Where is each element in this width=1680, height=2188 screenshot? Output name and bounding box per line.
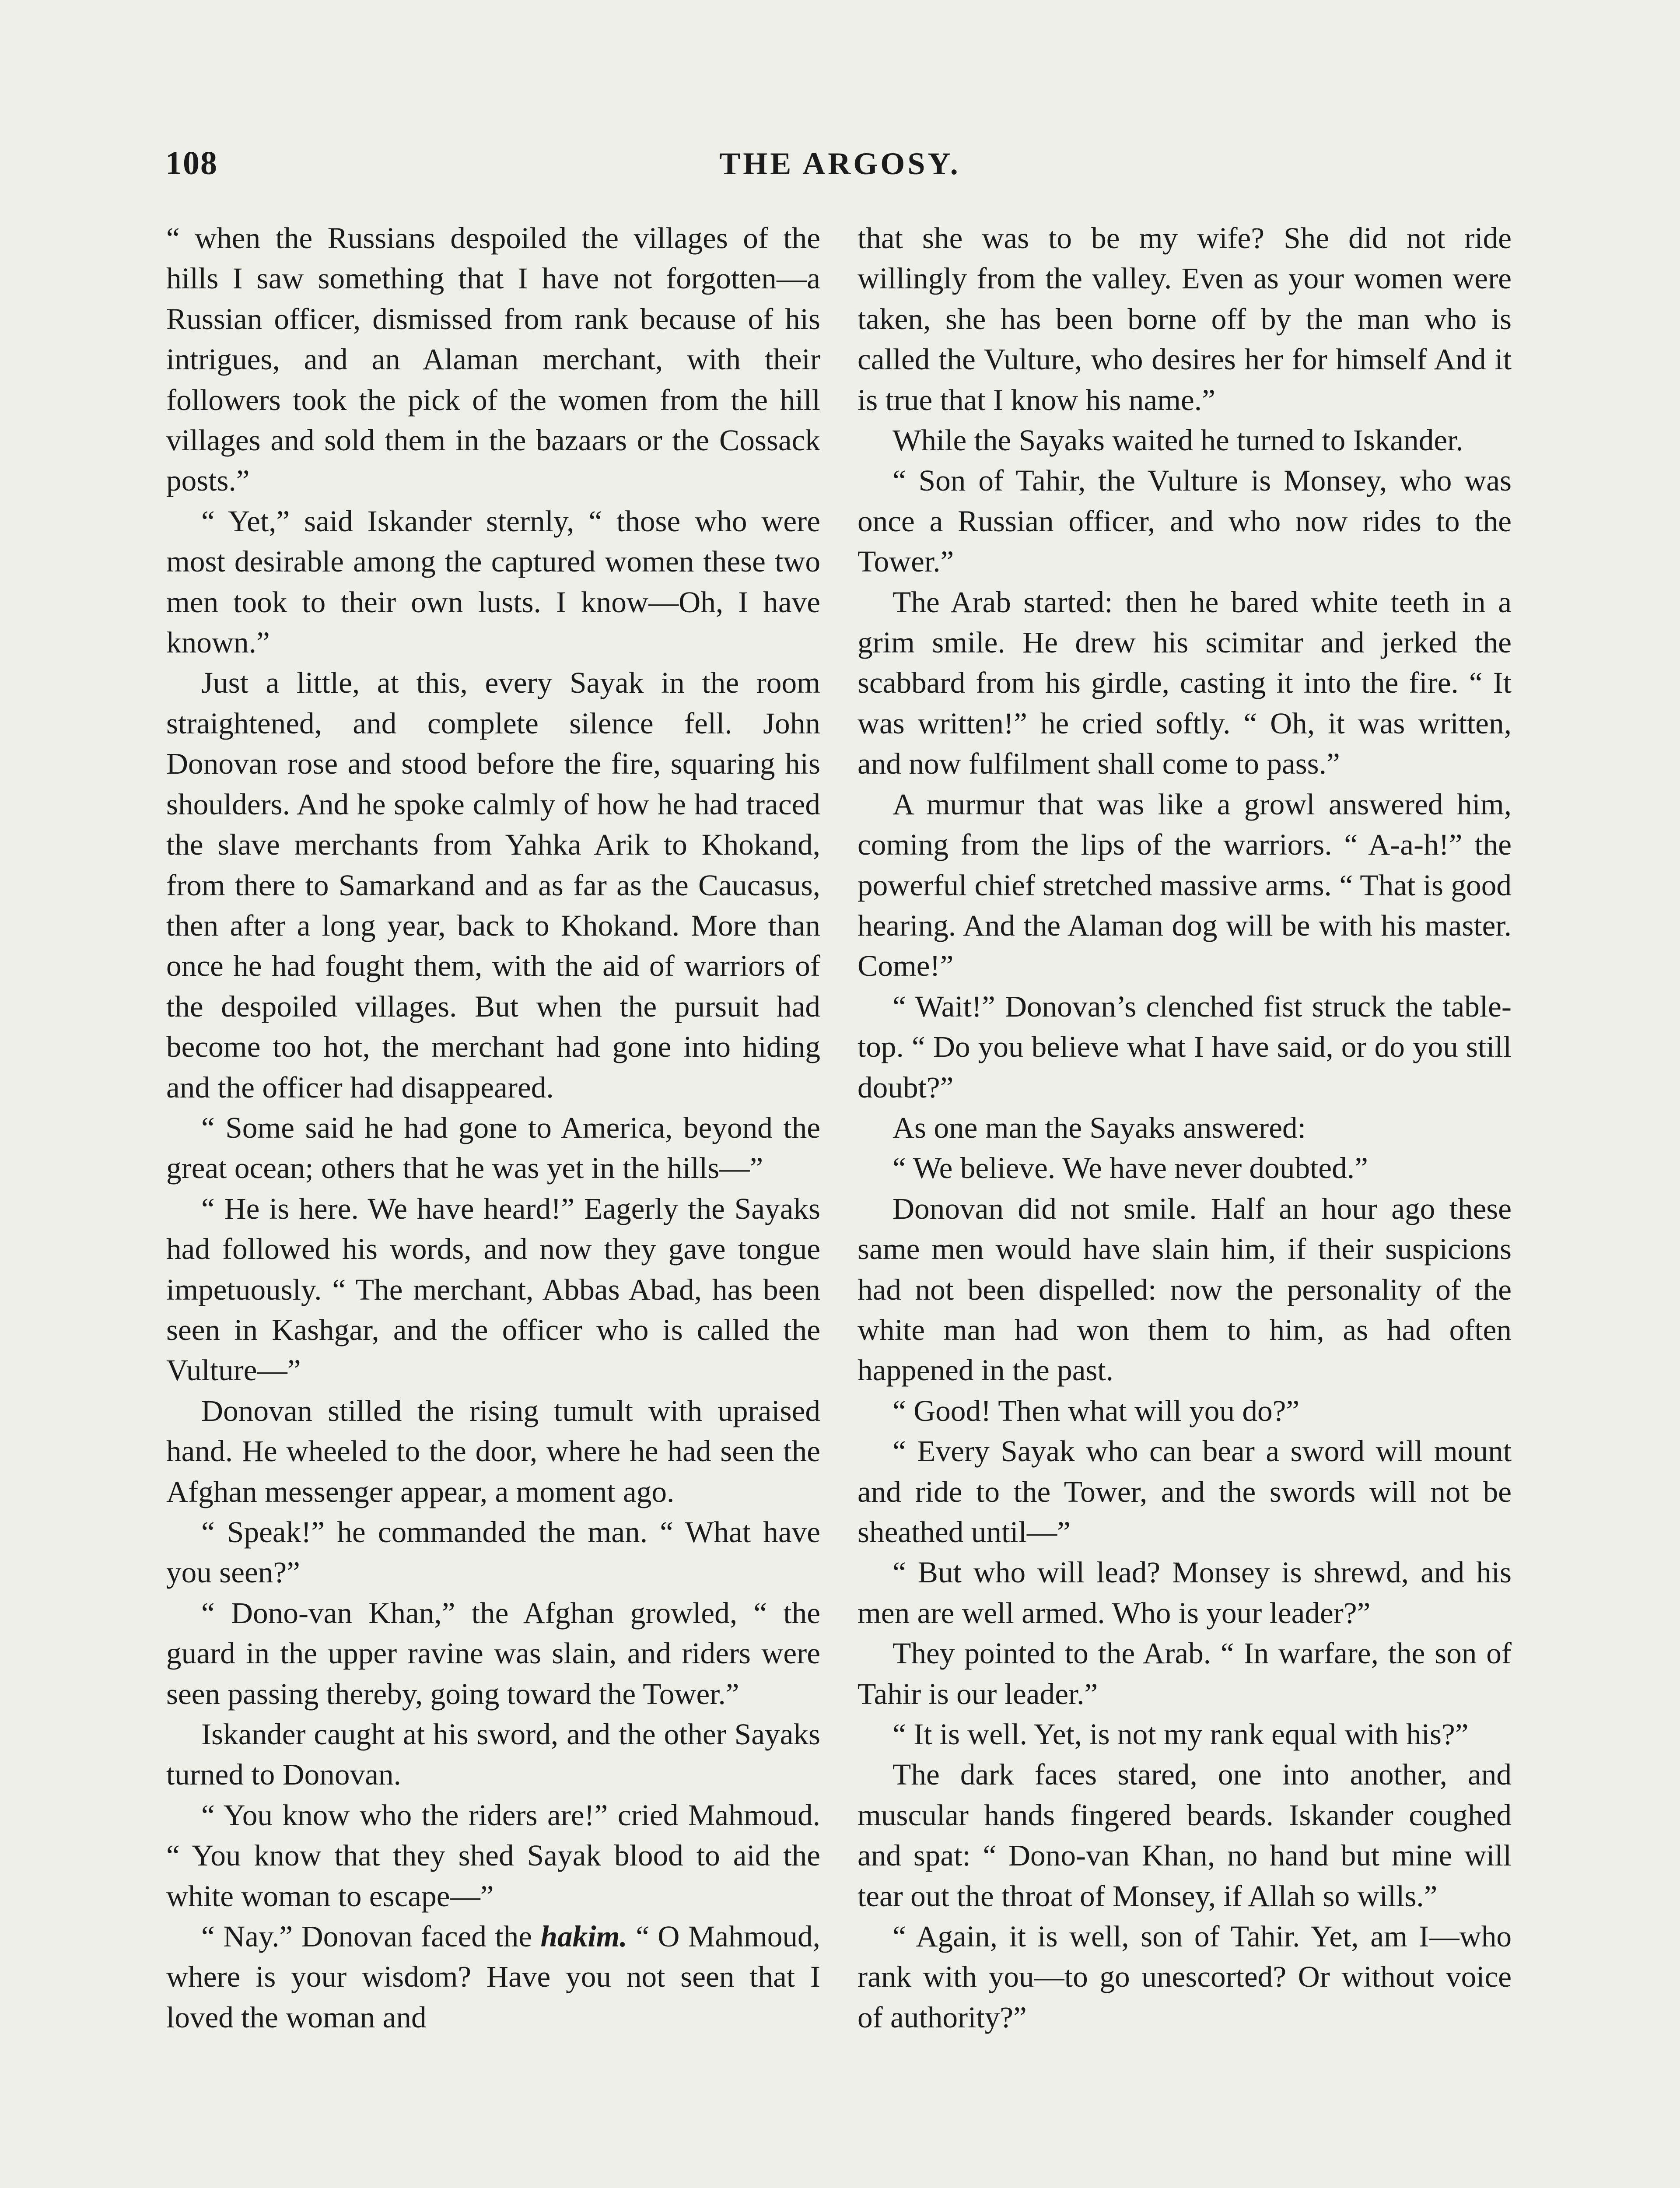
paragraph: “ He is here. We have heard!” Eagerly the Sayaks had followed his words, and now they gave tongue impetuously. “ The merchant, Abbas Abad, has been seen in Kashgar, and the officer who is called the Vulture—”: [166, 1191, 820, 1387]
paragraph-text: “ O Mahmoud, where is your wisdom? Have you not seen that I loved the woman and: [166, 1919, 821, 2034]
paragraph: “ Every Sayak who can bear a sword will mount and ride to the Tower, and the swords will not be sheathed until—”: [858, 1434, 1512, 1549]
running-head-title: THE ARGOSY.: [719, 146, 961, 181]
paragraph: “ Wait!” Donovan’s clenched fist struck the table-top. “ Do you believe what I have said, or do you still doubt?”: [858, 989, 1512, 1104]
paragraph: “ Speak!” he commanded the man. “ What have you seen?”: [166, 1515, 820, 1589]
paragraph: Donovan did not smile. Half an hour ago these same men would have slain him, if their suspicions had not been dispelled: now the personality of the white man had won them to him, as had often happened in the past.: [858, 1191, 1512, 1387]
paragraph: “ But who will lead? Monsey is shrewd, and his men are well armed. Who is your leader?”: [858, 1555, 1512, 1630]
paragraph: A murmur that was like a growl answered him, coming from the lips of the warriors. “ A-a-h!” the powerful chief stretched massive arms. “ That is good hearing. And the Alaman dog will be with his master. Come!”: [858, 787, 1512, 983]
paragraph: “ Dono-van Khan,” the Afghan growled, “ the guard in the upper ravine was slain, and riders were seen passing thereby, going toward the Tower.”: [166, 1595, 820, 1711]
paragraph: While the Sayaks waited he turned to Iskander.: [892, 423, 1463, 457]
paragraph: “ Son of Tahir, the Vulture is Monsey, who was once a Russian officer, and who now rides to the Tower.”: [858, 463, 1512, 579]
paragraph: Donovan stilled the rising tumult with upraised hand. He wheeled to the door, where he had seen the Afghan messenger appear, a moment ago.: [166, 1393, 820, 1508]
paragraph: “ Good! Then what will you do?”: [892, 1393, 1300, 1427]
paragraph: Just a little, at this, every Sayak in the room straightened, and complete silence fell. John Donovan rose and stood before the fire, squaring his shoulders. And he spoke calmly of how he had traced the slave merchants from Yahka Arik to Khokand, from there to Samarkand and as far as the Caucasus, then after a long year, back to Khokand. More than once he had fought them, with the aid of warriors of the despoiled villages. But when the pursuit had become too hot, the merchant had gone into hiding and the officer had disappeared.: [166, 666, 820, 1104]
paragraph: They pointed to the Arab. “ In warfare, the son of Tahir is our leader.”: [858, 1636, 1512, 1711]
paragraph: The dark faces stared, one into another, and muscular hands fingered beards. Iskander coughed and spat: “ Dono-van Khan, no hand but mine will tear out the throat of Monsey, if Allah so wills.”: [858, 1757, 1512, 1913]
paragraph: “ Yet,” said Iskander sternly, “ those who were most desirable among the captured women these two men took to their own lusts. I know—Oh, I have known.”: [166, 504, 820, 659]
right-text-column: [858, 218, 1512, 2037]
italic-word-hakim: hakim.: [540, 1919, 627, 1953]
paragraph: “ We believe. We have never doubted.”: [892, 1151, 1368, 1185]
page-number: 108: [165, 145, 218, 182]
paragraph: “ You know who the riders are!” cried Mahmoud. “ You know that they shed Sayak blood to aid the white woman to escape—”: [166, 1798, 820, 1913]
paragraph: “ It is well. Yet, is not my rank equal with his?”: [892, 1717, 1469, 1751]
paragraph: As one man the Sayaks answered:: [892, 1110, 1306, 1144]
paragraph-with-italic: [166, 1916, 820, 2037]
paragraph: The Arab started: then he bared white teeth in a grim smile. He drew his scimitar and jerked the scabbard from his girdle, casting it into the fire. “ It was written!” he cried softly. “ Oh, it was written, and now fulfilment shall come to pass.”: [858, 585, 1512, 781]
paragraph: Iskander caught at his sword, and the other Sayaks turned to Donovan.: [166, 1717, 820, 1792]
paragraph: “ Some said he had gone to America, beyond the great ocean; others that he was yet in the hills—”: [166, 1110, 820, 1185]
left-text-column: [166, 218, 820, 2037]
paragraph-continuation: that she was to be my wife? She did not ride willingly from the valley. Even as your women were taken, she has been borne off by the man who is called the Vulture, who desires her for himself And it is true that I know his name.”: [858, 221, 1512, 417]
paragraph: “ Again, it is well, son of Tahir. Yet, am I—who rank with you—to go unescorted? Or without voice of authority?”: [858, 1919, 1512, 2034]
paragraph-text: “ Nay.” Donovan faced the: [201, 1919, 541, 1953]
paragraph: “ when the Russians despoiled the villages of the hills I saw something that I have not forgotten—a Russian officer, dismissed from rank because of his intrigues, and an Alaman merchant, with their followers took the pick of the women from the hill villages and sold them in the bazaars or the Cossack posts.”: [166, 221, 820, 498]
